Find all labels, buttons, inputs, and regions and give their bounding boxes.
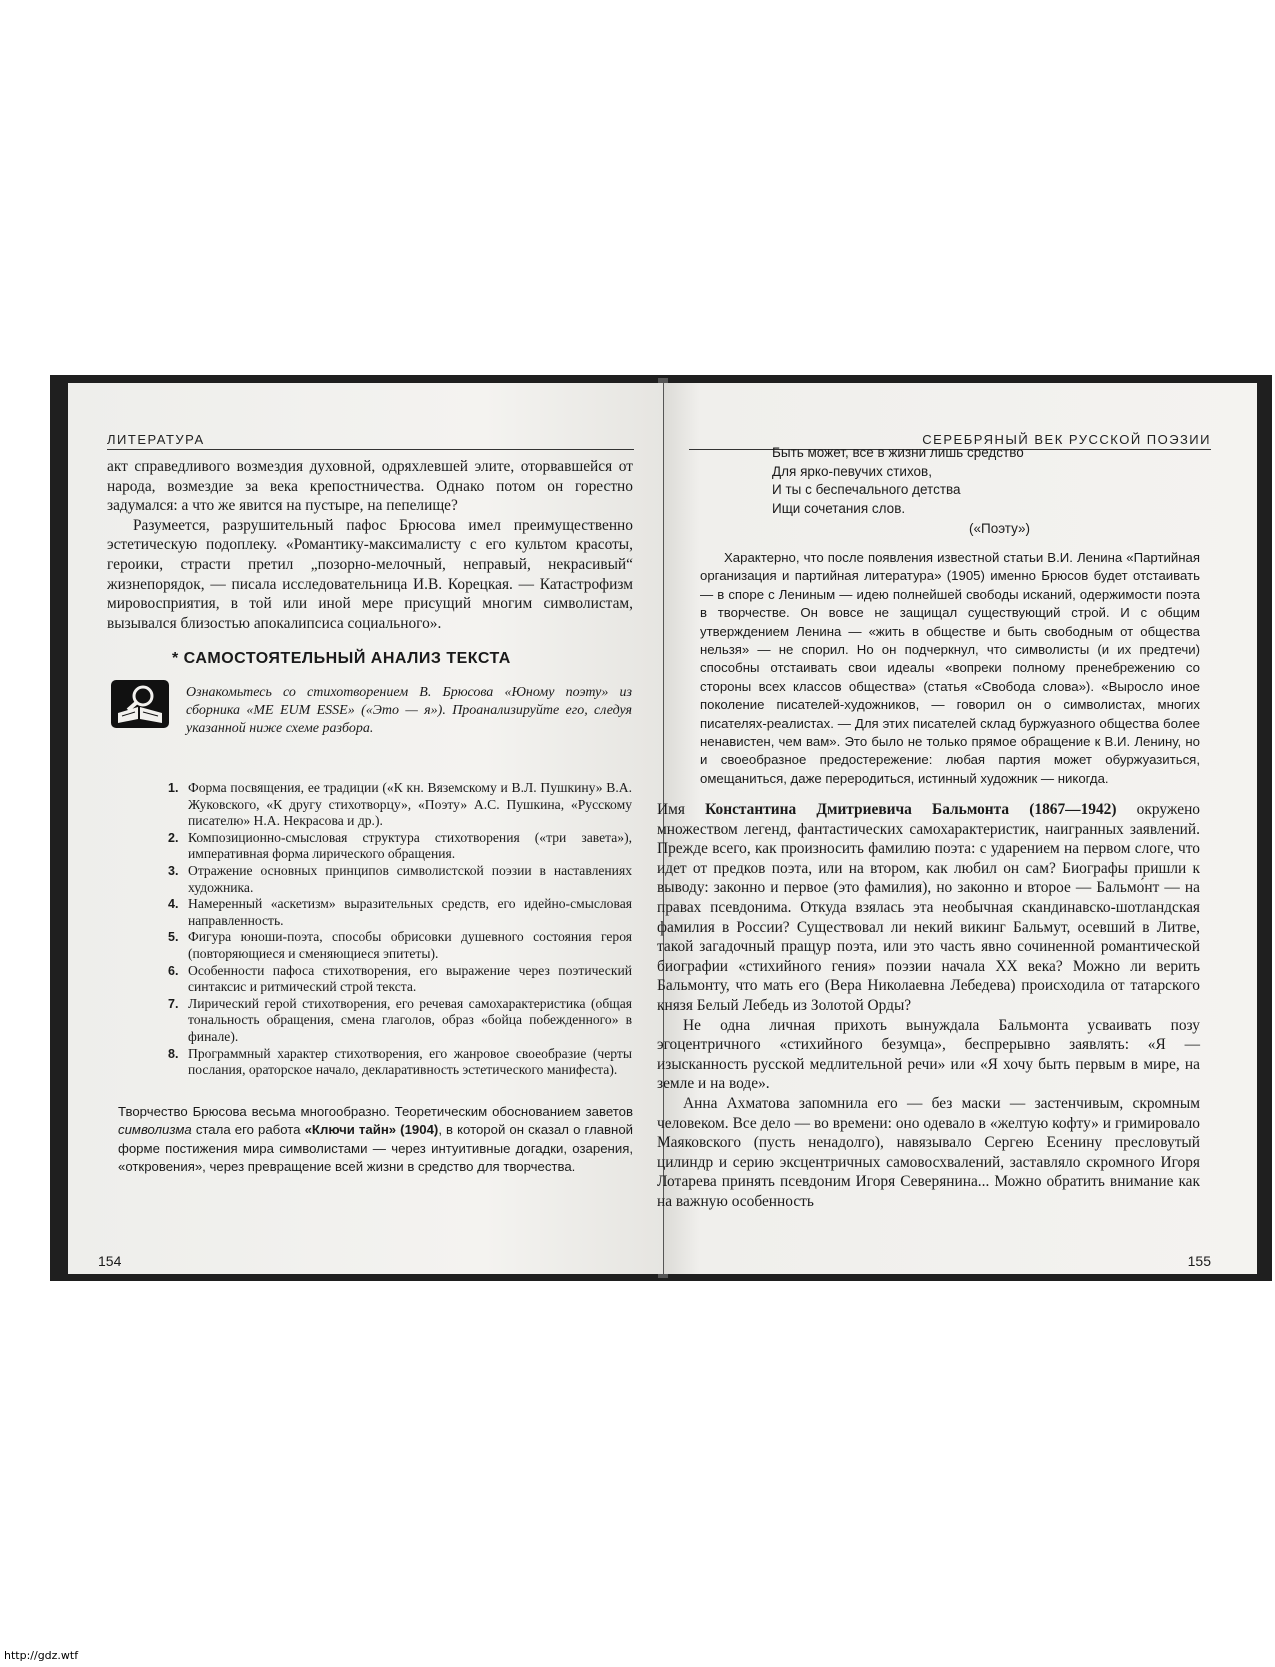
text-run: окружено множеством легенд, фантастических самохарактеристик, наигранных заявлений. Прежде всего, как произносить фамилию поэта: с ударением на первом слоге, что идет от предков поэта, или на втором, как любил он сам? Биографы пришли к выводу: законно и первое (это фамилия), но законно и второе — Бальмо́нт — на правах псевдонима. Откуда взялась эта необычная скандинавско-шотландская фамилия в России? Существовал ли некий викинг Бальмут, осевший в Литве, такой загадочный пращур поэта, или это часть явно сочиненной романтической биографии «стихийного гения» поэзии начала XX века? Можно ли верить Бальмонту, что мать его (Вера Николаевна Лебедева) происходила от татарского князя Белый Лебедь из Золотой Орды? [657, 801, 1201, 1014]
list-item-text: Лирический герой стихотворения, его речевая самохарактеристика (общая тональность обращения, смена глаголов, образ «бойца побежденного» в финале). [188, 995, 632, 1044]
left-paragraph-2: Разумеется, разрушительный пафос Брюсова имел преимущественно эстетическую подоплеку. «Романтику-максималисту с его культом красоты, героики, страсти претил „позорно-мелочный, неправый, некрасивый“ жизнепорядок, — писала исследовательница И.В. Корецкая. — Катастрофизм мировосприятия, в той или иной мере присущий многим символистам, вызывался близостью апокалипсиса социального». [107, 516, 633, 632]
text-run: , в которой он сказал о главной форме постижения мира символистами — через интуитивные догадки, озарения, «откровения», через превращение всей жизни в средство для творчества. [118, 1122, 634, 1175]
list-item [168, 1046, 632, 1079]
poem-caption: («Поэту») [969, 521, 1031, 536]
text-run: стала его работа [191, 1122, 305, 1138]
balmont-text [657, 800, 1200, 1211]
balmont-paragraph-3: Анна Ахматова запомнила его — без маски — застенчивым, скромным человеком. Все дело — во времени: оно одевало в «желтую кофту» и гримировало Маяковского (пусть ненадолго), навязывало Сергею Есенину пресловутый цилиндр и серию эксцентричных самовосхвалений, заставляло скромного Игоря Лотарева принять псевдоним Игоря Северянина... Можно обратить внимание как на важную особенность [657, 1094, 1200, 1210]
list-item [168, 929, 632, 962]
left-running-head: ЛИТЕРАТУРА [107, 432, 205, 447]
list-item [168, 830, 632, 863]
paragraph-text: Характерно, что после появления известной статьи В.И. Ленина «Партийная организация и партийная литература» (1905) именно Брюсов будет отстаивать — в споре с Лениным — идею полнейшей свободы исканий, одержимости поэта в творчестве. Он вовсе не защищал существующий строй. И с общим утверждением Ленина — «жить в обществе и быть свободным от общества нельзя» — не спорил. Но он подчеркнул, что символисты (и их предтечи) способны отстаивать свои идеалы «вопреки полному пренебрежению со стороны всех классов общества» (статья «Свобода слова»). «Выросло иное поколение писателей-художников, — говорил он о символистах, многих писателях-реалистах. — Для этих писателей склад буржуазного общества более ненавистен, чем вам». Это было не только прямое обращение к В.И. Ленину, но и своеобразное предостережение: любая партия может обуржуазиться, омещаниться, даже переродиться, истинный художник — никогда. [700, 550, 1200, 786]
list-item-number: 7. [168, 996, 179, 1011]
list-item-number: 3. [168, 863, 179, 878]
list-item [168, 963, 632, 996]
list-item-text: Намеренный «аскетизм» выразительных средств, его идейно-смысловая направленность. [188, 896, 632, 928]
poem-excerpt [772, 444, 1024, 518]
balmont-name: Константина Дмитриевича Бальмонта (1867—1942) [705, 801, 1117, 818]
text-run: Имя [657, 801, 706, 818]
list-item-text: Фигура юноши-поэта, способы обрисовки душевного состояния героя (повторяющиеся и сменяющиеся эпитеты). [188, 929, 632, 961]
assignment-intro: Ознакомьтесь со стихотворением В. Брюсова «Юному поэту» из сборника «ME EUM ESSE» («Это — я»). Проанализируйте его, следуя указанной ниже схеме разбора. [186, 685, 632, 736]
list-item [168, 996, 632, 1046]
list-item-text: Особенности пафоса стихотворения, его выражение через поэтический синтаксис и ритмический строй текста. [188, 962, 632, 995]
analysis-plan-list [168, 780, 632, 1079]
right-running-head: СЕРЕБРЯНЫЙ ВЕК РУССКОЙ ПОЭЗИИ [922, 432, 1211, 447]
list-item-text: Форма посвящения, ее традиции («К кн. Вяземскому и В.Л. Пушкину» В.А. Жуковского, «К другу стихотворцу», «Поэту» А.С. Пушкина, «Русскому писателю» Н.А. Некрасова и др.). [188, 780, 632, 829]
left-top-text [107, 457, 633, 633]
list-item [168, 780, 632, 830]
list-item-text: Программный характер стихотворения, его жанровое своеобразие (черты послания, ораторское начало, декларативность эстетического манифеста). [188, 1045, 632, 1078]
list-item-number: 5. [168, 930, 179, 945]
text-run-bold: «Ключи тайн» (1904) [304, 1122, 439, 1138]
poem-line: И ты с беспечального детства [772, 482, 961, 497]
left-head-rule [107, 449, 634, 450]
footer-url: http://gdz.wtf [4, 1649, 79, 1662]
list-item-number: 4. [168, 897, 179, 912]
poem-line: Ищи сочетания слов. [772, 500, 906, 516]
list-item-text: Отражение основных принципов символистской поэзии в наставлениях художника. [188, 862, 632, 895]
poem-line: Быть может, все в жизни лишь средство [772, 445, 1024, 460]
list-item [168, 896, 632, 929]
balmont-paragraph-1 [657, 800, 1200, 1016]
open-book-magnifier-icon [110, 679, 170, 729]
text-run: Творчество Брюсова весьма многообразно. Теоретическим обоснованием заветов [118, 1104, 633, 1119]
section-title: * САМОСТОЯТЕЛЬНЫЙ АНАЛИЗ ТЕКСТА [172, 650, 511, 667]
page-number-right: 155 [1187, 1253, 1211, 1269]
list-item [168, 863, 632, 896]
balmont-paragraph-2: Не одна личная прихоть вынуждала Бальмонта усваивать позу эгоцентричного «стихийного безумца», беспрерывно заявлять: «Я — изысканность русской медлительной речи» или «Я хочу быть первым в мире, на земле и на воде». [657, 1016, 1200, 1093]
text-run-italic: символизма [118, 1122, 192, 1138]
bryusov-creativity-paragraph [118, 1103, 633, 1177]
list-item-number: 1. [168, 781, 179, 795]
list-item-number: 8. [168, 1046, 179, 1061]
left-page [68, 383, 663, 1274]
page-number-left: 154 [98, 1253, 122, 1269]
poem-line: Для ярко-певучих стихов, [772, 463, 932, 479]
list-item-number: 2. [168, 830, 179, 845]
list-item-text: Композиционно-смысловая структура стихотворения («три завета»), императивная форма лирического обращения. [188, 829, 632, 862]
lenin-bryusov-paragraph [700, 549, 1200, 788]
left-paragraph-1: акт справедливого возмездия духовной, одряхлевшей элите, оторвавшейся от народа, возмездие за века крепостничества. Однако потом он горестно задумался: а что же явится на пустыре, на пепелище? [107, 458, 633, 515]
right-page [657, 383, 1257, 1274]
list-item-number: 6. [168, 963, 179, 978]
